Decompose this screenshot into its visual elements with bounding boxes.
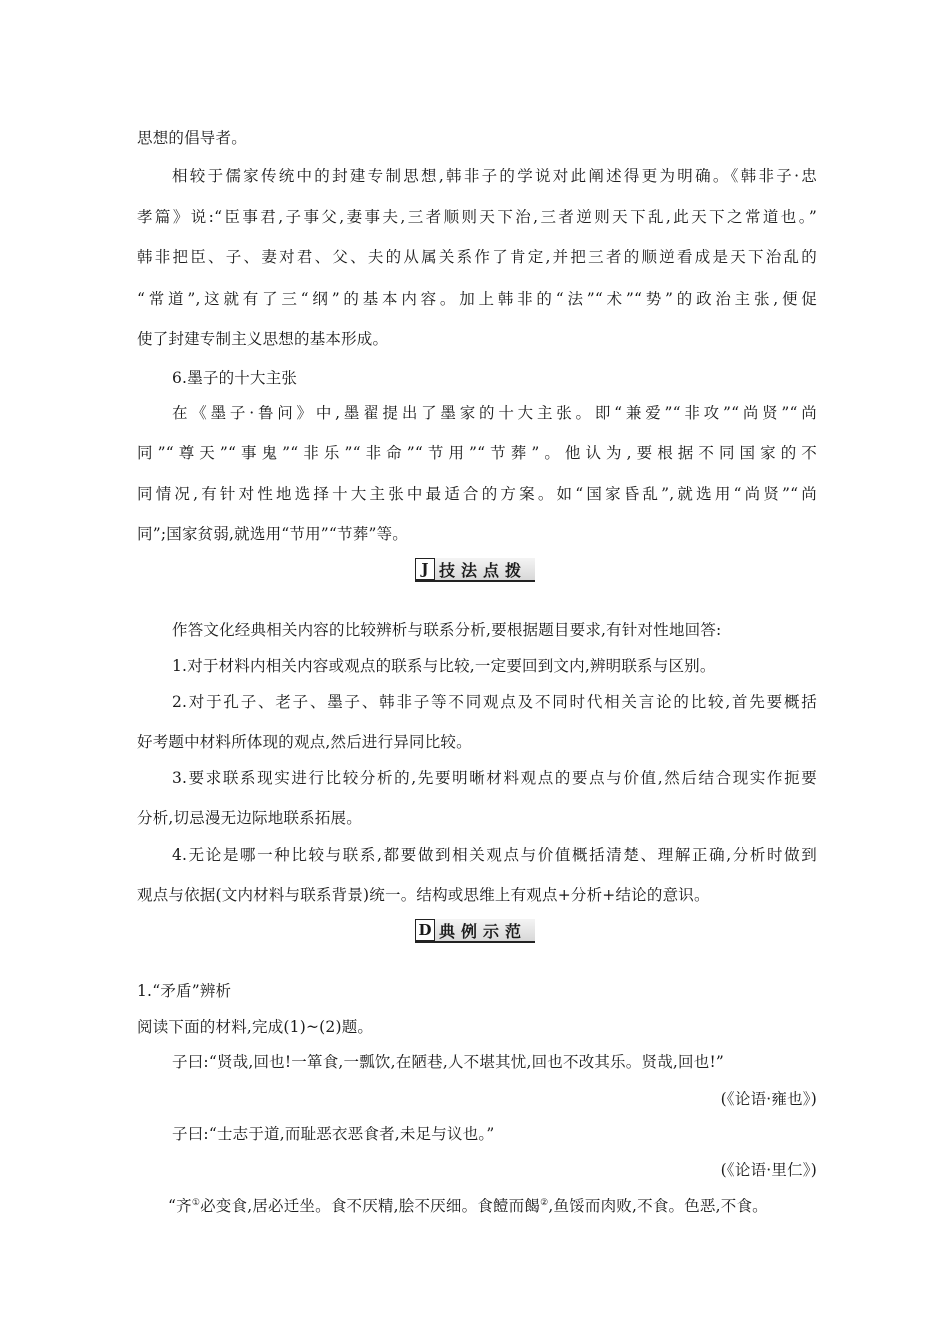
example-heading: 1.“矛盾”辨析 — [137, 982, 232, 1000]
paragraph-line: 使了封建专制主义思想的基本形成。 — [137, 330, 389, 348]
quote-source: (《论语·雍也》) — [720, 1090, 817, 1108]
paragraph-line: “常道”,这就有了三“纲”的基本内容。加上韩非的“法”“术”“势”的政治主张,便促 — [137, 290, 817, 308]
quote-text: 必变食,居必迁坐。食不厌精,脍不厌细。食饐而餲 — [200, 1197, 541, 1215]
section-badge — [415, 919, 535, 943]
section-letter-icon: D — [415, 919, 435, 941]
section-badge — [415, 558, 535, 582]
paragraph-line: 4.无论是哪一种比较与联系,都要做到相关观点与价值概括清楚、理解正确,分析时做到 — [172, 846, 817, 864]
paragraph-line: 韩非把臣、子、妻对君、父、夫的从属关系作了肯定,并把三者的顺逆看成是天下治乱的 — [137, 248, 817, 266]
section-letter-icon: J — [415, 558, 435, 580]
section-title: 典例示范 — [438, 921, 527, 941]
quote-line: 子曰:“士志于道,而耻恶衣恶食者,未足与议也。” — [172, 1125, 495, 1143]
section-header-example — [0, 919, 950, 943]
quote-text: ,鱼馁而肉败,不食。色恶,不食。 — [548, 1197, 768, 1215]
paragraph-line: 观点与依据(文内材料与联系背景)统一。结构或思维上有观点+分析+结论的意识。 — [137, 886, 710, 904]
subheading: 6.墨子的十大主张 — [172, 369, 298, 387]
paragraph-line: 同”;国家贫弱,就选用“节用”“节葬”等。 — [137, 525, 408, 543]
section-title: 技法点拨 — [438, 560, 527, 580]
footnote-marker: ① — [191, 1197, 201, 1208]
example-instruction: 阅读下面的材料,完成(1)~(2)题。 — [137, 1018, 374, 1036]
paragraph-line: 相较于儒家传统中的封建专制思想,韩非子的学说对此阐述得更为明确。《韩非子·忠 — [172, 167, 817, 185]
quote-line: 子曰:“贤哉,回也!一箪食,一瓢饮,在陋巷,人不堪其忧,回也不改其乐。贤哉,回也!” — [172, 1053, 724, 1071]
paragraph-line: 分析,切忌漫无边际地联系拓展。 — [137, 809, 362, 827]
paragraph-line: 同”“尊天”“事鬼”“非乐”“非命”“节用”“节葬”。他认为,要根据不同国家的不 — [137, 444, 817, 462]
paragraph-line: 孝篇》说:“臣事君,子事父,妻事夫,三者顺则天下治,三者逆则天下乱,此天下之常道也。” — [137, 208, 817, 226]
paragraph-line: 2.对于孔子、老子、墨子、韩非子等不同观点及不同时代相关言论的比较,首先要概括 — [172, 693, 817, 711]
paragraph-line: 好考题中材料所体现的观点,然后进行异同比较。 — [137, 733, 472, 751]
paragraph-line: 同情况,有针对性地选择十大主张中最适合的方案。如“国家昏乱”,就选用“尚贤”“尚 — [137, 485, 817, 503]
quote-source: (《论语·里仁》) — [720, 1161, 817, 1179]
footnote-marker: ② — [540, 1197, 549, 1208]
paragraph-line: 作答文化经典相关内容的比较辨析与联系分析,要根据题目要求,有针对性地回答: — [172, 621, 722, 639]
paragraph-line: 1.对于材料内相关内容或观点的联系与比较,一定要回到文内,辨明联系与区别。 — [172, 657, 716, 675]
section-header-skill — [0, 558, 950, 582]
quote-line — [168, 1196, 813, 1216]
paragraph-line: 3.要求联系现实进行比较分析的,先要明晰材料观点的要点与价值,然后结合现实作扼要 — [172, 769, 817, 787]
paragraph-line: 思想的倡导者。 — [137, 129, 247, 147]
paragraph-line: 在《墨子·鲁问》中,墨翟提出了墨家的十大主张。即“兼爱”“非攻”“尚贤”“尚 — [172, 404, 817, 422]
quote-text: “齐 — [168, 1197, 192, 1215]
